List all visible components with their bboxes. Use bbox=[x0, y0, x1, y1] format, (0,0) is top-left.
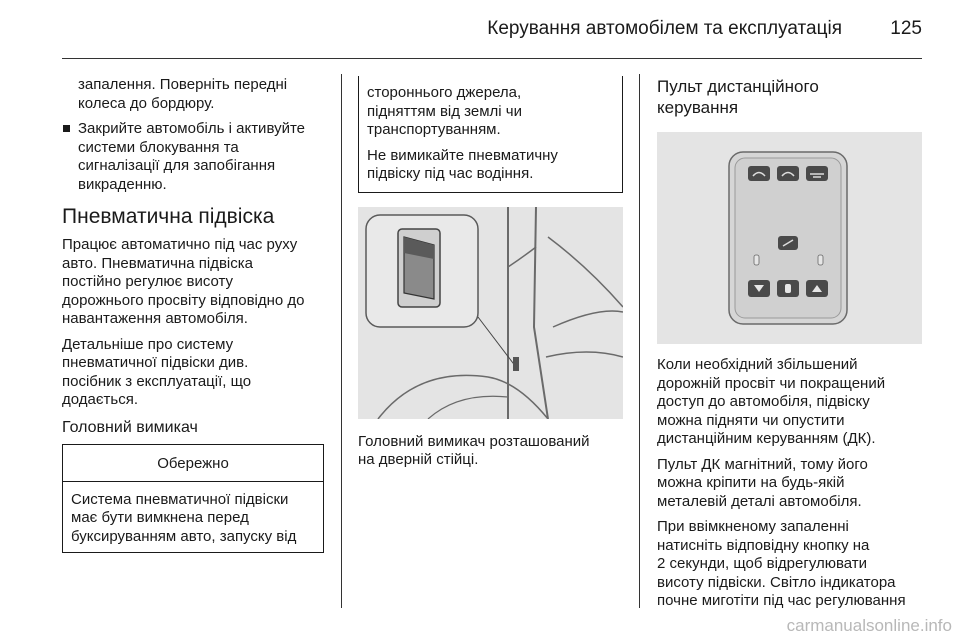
text-line: почне миготіти під час регулювання bbox=[657, 592, 906, 609]
text-line: дистанційним керуванням (ДК). bbox=[657, 430, 876, 447]
page-header bbox=[0, 16, 922, 50]
height-buttons bbox=[748, 280, 828, 297]
text-line: запалення. Поверніть передні bbox=[78, 76, 288, 93]
text-line: Не вимикайте пневматичну bbox=[367, 146, 558, 164]
figure-caption bbox=[358, 433, 623, 470]
warning-title: Обережно bbox=[63, 444, 323, 482]
remote-control-illustration bbox=[657, 132, 922, 344]
text-line: можна кріпити на будь-якій bbox=[657, 474, 845, 491]
text-line: Пульт дистанційного bbox=[657, 77, 819, 96]
paragraph bbox=[367, 84, 616, 140]
text-line: пневматичної підвіски див. bbox=[62, 354, 249, 371]
text-line: керування bbox=[657, 98, 739, 117]
axle-buttons bbox=[748, 166, 828, 181]
header-rule bbox=[62, 58, 922, 59]
page-number: 125 bbox=[890, 18, 922, 39]
paragraph bbox=[367, 147, 616, 184]
section-title-remote-control bbox=[657, 76, 922, 118]
text-line: має бути вимкнена перед bbox=[71, 509, 249, 526]
warning-body bbox=[63, 482, 323, 553]
column-1 bbox=[62, 76, 324, 553]
column-3 bbox=[657, 76, 922, 611]
text-line: транспортуванням. bbox=[367, 121, 501, 138]
bullet-item bbox=[62, 120, 324, 194]
text-line: буксируванням авто, запуску від bbox=[71, 527, 297, 545]
warning-box-continued bbox=[358, 76, 623, 193]
remote-body bbox=[657, 356, 922, 611]
main-switch-figure bbox=[358, 207, 623, 419]
text-line: дорожній просвіт чи покращений bbox=[657, 374, 886, 392]
section-title-air-suspension: Пневматична підвіска bbox=[62, 205, 275, 228]
column-2 bbox=[358, 76, 623, 470]
text-line: можна підняти чи опустити bbox=[657, 411, 845, 429]
text-line: металевій деталі автомобіля. bbox=[657, 492, 862, 510]
remote-control-figure bbox=[657, 132, 922, 344]
paragraph bbox=[62, 236, 324, 329]
subsection-title-main-switch: Головний вимикач bbox=[62, 418, 198, 436]
text-line: сигналізації для запобігання bbox=[78, 157, 276, 174]
warning-box bbox=[62, 444, 324, 554]
text-line: Пульт ДК магнітний, тому його bbox=[657, 455, 868, 473]
text-line: висоту підвіски. Світло індикатора bbox=[657, 573, 896, 591]
lead-paragraph bbox=[62, 76, 324, 113]
text-line: авто. Пневматична підвіска bbox=[62, 254, 253, 272]
text-line: підвіску під час водіння. bbox=[367, 165, 534, 182]
text-line: стороннього джерела, bbox=[367, 84, 522, 101]
text-line: підняттям від землі чи bbox=[367, 102, 522, 120]
text-line: постійно регулює висоту bbox=[62, 273, 234, 290]
text-line: Коли необхідний збільшений bbox=[657, 356, 858, 373]
column-divider-1 bbox=[341, 74, 342, 608]
watermark: carmanualsonline.info bbox=[786, 616, 952, 635]
text-line: Детальніше про систему bbox=[62, 335, 234, 353]
text-line: Працює автоматично під час руху bbox=[62, 236, 298, 253]
text-line: дорожнього просвіту відповідно до bbox=[62, 291, 305, 309]
paragraph bbox=[657, 356, 922, 449]
text-line: навантаження автомобіля. bbox=[62, 310, 248, 327]
text-line: додається. bbox=[62, 391, 138, 408]
text-line: Закрийте автомобіль і активуйте bbox=[78, 120, 305, 137]
paragraph bbox=[62, 336, 324, 410]
door-pillar-illustration bbox=[358, 207, 623, 419]
text-line: доступ до автомобіля, підвіску bbox=[657, 393, 870, 410]
page-title: Керування автомобілем та експлуатація bbox=[487, 18, 842, 39]
text-line: колеса до бордюру. bbox=[78, 94, 215, 112]
text-line: натисніть відповідну кнопку на bbox=[657, 536, 870, 554]
text-line: посібник з експлуатації, що bbox=[62, 372, 252, 390]
column-divider-2 bbox=[639, 74, 640, 608]
text-line: При ввімкненому запаленні bbox=[657, 518, 849, 535]
paragraph bbox=[657, 456, 922, 512]
text-line: Система пневматичної підвіски bbox=[71, 490, 289, 508]
paragraph bbox=[657, 518, 922, 611]
text-line: викраденню. bbox=[78, 175, 167, 193]
text-line: системи блокування та bbox=[78, 138, 239, 156]
text-line: 2 секунди, щоб відрегулювати bbox=[657, 555, 868, 572]
text-line: Головний вимикач розташований bbox=[358, 432, 590, 450]
text-line: на дверній стійці. bbox=[358, 451, 479, 468]
